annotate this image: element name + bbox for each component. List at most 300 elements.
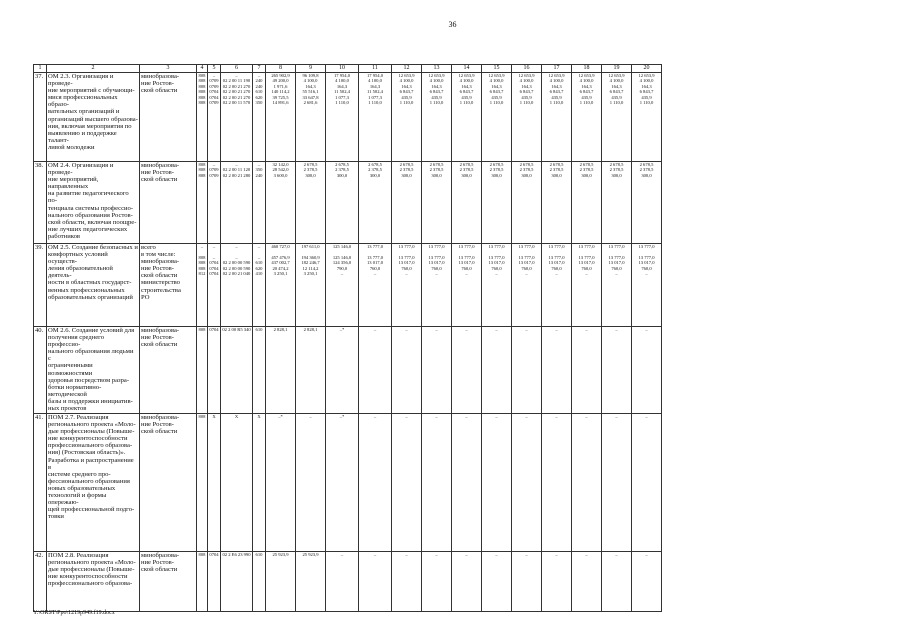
value-line: – xyxy=(495,414,498,419)
value-cell-c19 xyxy=(602,414,632,552)
measure-name-line: здоровья посредством разра- xyxy=(48,376,130,384)
value-line: 13 017,0 xyxy=(578,260,595,266)
value-line: 4 100,0 xyxy=(519,78,534,84)
value-line: – xyxy=(373,327,377,332)
value-line: 4 100,0 xyxy=(429,78,444,84)
value-line: 2 378,5 xyxy=(519,167,534,173)
value-line: 1 110,0 xyxy=(579,100,594,106)
measure-name xyxy=(47,244,140,327)
executor xyxy=(140,162,197,244)
value-line: 02 2 00 00 590 xyxy=(222,265,251,271)
value-line: 2 678,5 xyxy=(519,162,534,167)
value-cell-c9 xyxy=(296,73,326,162)
value-line: 460 727,0 xyxy=(271,244,290,249)
value-line: 435,9 xyxy=(431,94,442,100)
value-line: 164,3 xyxy=(491,83,502,89)
value-line: 02 2 00 21 270 xyxy=(222,83,251,89)
value-line: – xyxy=(373,271,377,277)
executor xyxy=(140,327,197,414)
value-line: 300,0 xyxy=(336,172,348,178)
value-line: 2 678,5 xyxy=(549,162,564,167)
value-cell-c6 xyxy=(221,162,253,244)
value-line: 808 xyxy=(198,78,206,84)
value-line: – xyxy=(645,271,648,277)
value-line: 760,0 xyxy=(369,265,381,271)
executor-line: минобразова- xyxy=(141,552,180,559)
value-cell-c18 xyxy=(572,162,602,244)
table-row xyxy=(34,162,662,244)
value-line: 350 xyxy=(255,100,263,106)
value-line: – xyxy=(465,552,468,557)
value-line: 164,3 xyxy=(336,83,348,89)
executor-line: ской области xyxy=(141,341,178,349)
table-row xyxy=(34,73,662,162)
value-line: 437 002,7 xyxy=(271,260,290,266)
value-line: 12 653,9 xyxy=(638,73,655,78)
value-cell-c10 xyxy=(326,73,359,162)
value-line: – xyxy=(615,271,618,277)
value-line: 1 110,0 xyxy=(609,100,624,106)
value-line: 49 200,0 xyxy=(272,78,289,84)
value-line: 13 017,0 xyxy=(458,260,475,266)
value-line: 3 250,1 xyxy=(273,271,288,277)
value-line: 760,0 xyxy=(521,265,532,271)
value-line: 808 xyxy=(198,83,206,89)
header-cell-11: 11 xyxy=(359,65,392,73)
value-line: 1 110,0 xyxy=(519,100,534,106)
value-cell-c20 xyxy=(632,327,662,414)
value-line: 610 xyxy=(255,327,263,332)
value-line: 808 xyxy=(198,89,206,95)
measure-name-line: ПОМ 2.7. Реализация xyxy=(48,414,109,421)
value-cell-c8 xyxy=(266,552,296,612)
value-cell-c15 xyxy=(482,73,512,162)
value-line: 300,0 xyxy=(521,172,532,178)
value-line: 2 678,5 xyxy=(303,162,318,167)
measure-name-line: новых образовательных xyxy=(48,484,116,492)
value-line: 808 xyxy=(198,552,206,557)
executor-line: ние Ростов- xyxy=(141,334,174,342)
value-line: 02 2 00 21 270 xyxy=(222,89,251,95)
value-cell-c12 xyxy=(392,244,422,327)
value-line: 808 xyxy=(198,73,206,78)
file-path-footer: Y:\ORST\Ppo\1219p949.f19.docx xyxy=(33,610,115,616)
value-line: – xyxy=(309,414,312,419)
value-line: 2 681,6 xyxy=(303,100,318,106)
executor xyxy=(140,73,197,162)
value-cell-c19 xyxy=(602,552,632,612)
value-line: 0704 xyxy=(209,94,219,100)
value-line: 13 017,0 xyxy=(488,260,505,266)
value-line: 2 378,5 xyxy=(459,167,474,173)
executor-line: минобразова- xyxy=(141,327,180,334)
value-line: 02 2 00 21 270 xyxy=(222,94,251,100)
value-line: 13 777,0 xyxy=(638,244,655,249)
executor-line: ние Ростов- xyxy=(141,169,174,177)
value-line: – xyxy=(435,271,438,277)
value-line: 2 678,5 xyxy=(335,162,349,167)
value-line: 300,0 xyxy=(491,172,502,178)
value-line: –* xyxy=(278,414,283,419)
header-cell-13: 13 xyxy=(422,65,452,73)
value-cell-c8 xyxy=(266,244,296,327)
value-line: – xyxy=(257,162,261,167)
value-line: Х xyxy=(212,414,216,419)
value-line: – xyxy=(645,327,648,332)
value-cell-c20 xyxy=(632,414,662,552)
value-line: 13 777,0 xyxy=(458,254,475,260)
value-line: 13 777,0 xyxy=(366,254,384,260)
value-line: 435,9 xyxy=(551,94,562,100)
value-line: 300,0 xyxy=(431,172,442,178)
measure-name-line: фессионального образования xyxy=(48,477,130,485)
value-line: 610 xyxy=(255,552,263,557)
value-line: 0704 xyxy=(209,260,219,266)
value-line: 164,3 xyxy=(611,83,622,89)
value-line: – xyxy=(235,73,238,78)
value-line: 12 653,9 xyxy=(578,73,595,78)
value-line: – xyxy=(405,327,408,332)
value-line: – xyxy=(212,244,216,249)
value-line: 02 2 00 00 590 xyxy=(222,260,251,266)
executor-line: строительства xyxy=(141,286,181,294)
value-line: 194 360,9 xyxy=(301,254,320,260)
value-line: 760,0 xyxy=(461,265,472,271)
measure-name-line: ние лучших педагогических xyxy=(48,225,128,233)
value-line: 435,9 xyxy=(611,94,622,100)
value-line: 808 xyxy=(198,94,206,100)
value-line: 6 843,7 xyxy=(639,89,654,95)
value-line: 1 110,0 xyxy=(549,100,564,106)
value-cell-c15 xyxy=(482,414,512,552)
value-line: 812 xyxy=(198,271,206,277)
row-number: 41. xyxy=(34,414,47,552)
executor-line: министерство xyxy=(141,279,180,287)
value-line: 13 777,0 xyxy=(488,244,505,249)
value-cell-c5 xyxy=(208,162,221,244)
value-cell-c4 xyxy=(197,73,208,162)
value-line: 25 923,9 xyxy=(302,552,319,557)
value-cell-c17 xyxy=(542,73,572,162)
header-cell-18: 18 xyxy=(572,65,602,73)
value-line: – xyxy=(615,327,618,332)
value-cell-c18 xyxy=(572,414,602,552)
value-line: 182 246,7 xyxy=(301,260,320,266)
executor xyxy=(140,244,197,327)
header-cell-5: 5 xyxy=(208,65,221,73)
value-line: – xyxy=(495,271,498,277)
measure-name-line: ния, включая мероприятия по xyxy=(48,122,132,130)
value-line: 240 xyxy=(255,172,263,178)
value-line: 2 828,1 xyxy=(273,327,288,332)
value-line: 13 777,0 xyxy=(428,244,445,249)
header-cell-15: 15 xyxy=(482,65,512,73)
value-line: 1 077,3 xyxy=(335,94,349,100)
value-line: 2 678,5 xyxy=(429,162,444,167)
value-line: – xyxy=(525,271,528,277)
value-line: – xyxy=(495,327,498,332)
value-cell-c7 xyxy=(253,244,266,327)
value-line: 1 110,0 xyxy=(639,100,654,106)
value-line: 760,0 xyxy=(551,265,562,271)
header-cell-14: 14 xyxy=(452,65,482,73)
value-line: 6 843,7 xyxy=(579,89,594,95)
value-line: Х xyxy=(234,414,239,419)
value-line: 13 777,0 xyxy=(548,244,565,249)
value-line: 760,0 xyxy=(431,265,442,271)
value-line: 4 100,0 xyxy=(489,78,504,84)
value-cell-c6 xyxy=(221,73,253,162)
value-line: 265 902,9 xyxy=(271,73,290,78)
value-line: 13 777,0 xyxy=(548,254,565,260)
value-line: – xyxy=(373,552,377,557)
value-cell-c19 xyxy=(602,73,632,162)
measure-name-line: выявлению и поддержке талант- xyxy=(48,129,117,144)
value-cell-c18 xyxy=(572,73,602,162)
measure-name-line: ПОМ 2.8. Реализация xyxy=(48,552,109,559)
value-cell-c9 xyxy=(296,414,326,552)
value-line: – xyxy=(235,244,238,249)
value-line: 2 378,5 xyxy=(579,167,594,173)
header-cell-20: 20 xyxy=(632,65,662,73)
value-line: – xyxy=(405,552,408,557)
header-cell-17: 17 xyxy=(542,65,572,73)
measure-name-line: щей профессиональной подго- xyxy=(48,506,135,514)
value-line: – xyxy=(615,552,618,557)
header-cell-19: 19 xyxy=(602,65,632,73)
executor-line: ской области xyxy=(141,87,178,95)
value-line: – xyxy=(495,552,498,557)
table-row xyxy=(34,552,662,612)
value-cell-c15 xyxy=(482,327,512,414)
value-line: 13 777,0 xyxy=(638,254,655,260)
value-line: – xyxy=(465,414,468,419)
value-line: 808 xyxy=(198,100,206,106)
executor-line: ние Ростов- xyxy=(141,421,174,429)
value-line: 4 100,0 xyxy=(579,78,594,84)
value-line: – xyxy=(200,244,204,249)
value-line: 125 146,0 xyxy=(332,244,352,249)
executor-line: ской области xyxy=(141,428,178,436)
value-cell-c20 xyxy=(632,244,662,327)
value-line: 12 653,9 xyxy=(458,73,475,78)
value-cell-c10 xyxy=(326,162,359,244)
value-cell-c16 xyxy=(512,414,542,552)
column-number-row xyxy=(34,65,662,73)
value-line: 2 378,5 xyxy=(303,167,318,173)
value-line: – xyxy=(525,414,528,419)
measure-name-line: вательных организаций и xyxy=(48,108,120,116)
value-line: 3 250,1 xyxy=(303,271,318,277)
value-line: – xyxy=(257,254,261,260)
value-line: 13 017,0 xyxy=(548,260,565,266)
value-line: 435,9 xyxy=(641,94,652,100)
value-line: 0709 xyxy=(209,167,219,173)
value-line: 17 954,0 xyxy=(333,73,351,78)
value-line: 2 828,1 xyxy=(303,327,318,332)
measure-name-line: венных профессиональных xyxy=(48,286,125,294)
value-line: 13 777,0 xyxy=(518,254,535,260)
value-line: 2 678,5 xyxy=(459,162,474,167)
measure-name xyxy=(47,327,140,414)
value-line: 1 971,6 xyxy=(273,83,288,89)
value-cell-c19 xyxy=(602,162,632,244)
value-cell-c13 xyxy=(422,414,452,552)
value-line: 6 843,7 xyxy=(609,89,624,95)
value-line: 13 777,0 xyxy=(578,244,595,249)
measure-name-line: профессионального образова- xyxy=(48,580,133,588)
measure-name-line: тенциала системы профессио- xyxy=(48,204,134,212)
measure-name-line: системе среднего про- xyxy=(48,470,111,478)
value-cell-c17 xyxy=(542,414,572,552)
value-cell-c16 xyxy=(512,552,542,612)
value-line: 2 678,5 xyxy=(368,162,382,167)
value-line: 164,3 xyxy=(369,83,381,89)
executor-line: ской области xyxy=(141,566,178,574)
table-row xyxy=(34,414,662,552)
measure-name-line: ние конкурентоспособности xyxy=(48,435,128,443)
value-line: 13 777,0 xyxy=(366,244,384,249)
value-cell-c19 xyxy=(602,327,632,414)
value-line: 13 777,0 xyxy=(578,254,595,260)
value-line: – xyxy=(645,414,648,419)
measure-name-line: профессионального образова- xyxy=(48,442,133,450)
value-cell-c19 xyxy=(602,244,632,327)
value-line: 4 100,0 xyxy=(639,78,654,84)
value-line: 1 077,3 xyxy=(368,94,382,100)
value-cell-c20 xyxy=(632,73,662,162)
value-line: 1 110,0 xyxy=(368,100,382,106)
value-cell-c18 xyxy=(572,327,602,414)
value-cell-c5 xyxy=(208,327,221,414)
value-line: – xyxy=(405,271,408,277)
value-line: 435,9 xyxy=(461,94,472,100)
value-line: 4 100,0 xyxy=(368,78,382,84)
value-line: –* xyxy=(339,327,345,332)
executor-line: всего xyxy=(141,244,156,251)
value-line: 435,9 xyxy=(521,94,532,100)
measure-name-line: на развитие педагогического по- xyxy=(48,190,129,205)
value-cell-c8 xyxy=(266,414,296,552)
value-line: 240 xyxy=(255,78,263,84)
row-number: 40. xyxy=(34,327,47,414)
value-cell-c11 xyxy=(359,414,392,552)
value-line: 808 xyxy=(198,162,206,167)
value-line: 808 xyxy=(198,327,206,332)
value-line: 4 100,0 xyxy=(609,78,624,84)
value-line: 11 502,4 xyxy=(334,89,350,95)
value-line: 2 678,5 xyxy=(489,162,504,167)
measure-name-line: ской области, включая поощре- xyxy=(48,218,137,226)
value-line: 808 xyxy=(198,172,206,178)
value-line: – xyxy=(555,552,558,557)
value-cell-c14 xyxy=(452,162,482,244)
row-number: 38. xyxy=(34,162,47,244)
value-line: 0704 xyxy=(209,271,219,277)
value-line: 350 xyxy=(255,167,263,173)
value-cell-c16 xyxy=(512,73,542,162)
value-line: 6 843,7 xyxy=(549,89,564,95)
value-line: 164,3 xyxy=(551,83,562,89)
value-line: – xyxy=(525,552,528,557)
value-line: – xyxy=(235,254,238,260)
measure-name-line: ние мероприятий с обучающи- xyxy=(48,87,135,95)
value-line: 197 611,0 xyxy=(301,244,320,249)
value-line: 300,0 xyxy=(641,172,652,178)
value-line: 457 476,9 xyxy=(271,254,290,260)
value-line: 6 843,7 xyxy=(429,89,444,95)
value-cell-c12 xyxy=(392,327,422,414)
measure-name-line: ОМ 2.3. Организация и проведе- xyxy=(48,73,114,88)
header-cell-16: 16 xyxy=(512,65,542,73)
value-cell-c4 xyxy=(197,327,208,414)
value-line: 790,0 xyxy=(336,265,348,271)
value-line: – xyxy=(465,327,468,332)
value-cell-c5 xyxy=(208,552,221,612)
header-cell-2: 2 xyxy=(47,65,140,73)
value-line: 1 110,0 xyxy=(429,100,444,106)
header-cell-6: 6 xyxy=(221,65,253,73)
value-cell-c4 xyxy=(197,244,208,327)
measure-name-line: нального образования Ростов- xyxy=(48,211,133,219)
value-cell-c10 xyxy=(326,327,359,414)
value-line: – xyxy=(405,414,408,419)
value-cell-c18 xyxy=(572,552,602,612)
value-line: – xyxy=(435,414,438,419)
value-line: 02 2 00 11 120 xyxy=(222,167,251,173)
value-line: 39 725,5 xyxy=(272,94,289,100)
value-line: – xyxy=(435,552,438,557)
value-line: 6 843,7 xyxy=(519,89,534,95)
value-line: – xyxy=(585,414,588,419)
budget-table xyxy=(33,64,662,612)
measure-name-line: Разработка и распространение в xyxy=(48,456,134,471)
value-line: 02 2 00 11 190 xyxy=(222,78,251,84)
value-line: 12 653,9 xyxy=(488,73,505,78)
measure-name-line: ограниченными возможностями xyxy=(48,362,93,377)
value-line: 435,9 xyxy=(491,94,502,100)
value-line: 610 xyxy=(255,89,263,95)
value-line: 12 653,9 xyxy=(518,73,535,78)
value-line: 2 378,5 xyxy=(335,167,349,173)
measure-name xyxy=(47,73,140,162)
value-line: – xyxy=(212,162,216,167)
value-cell-c10 xyxy=(326,414,359,552)
value-line: 6 843,7 xyxy=(459,89,474,95)
value-line: 13 777,0 xyxy=(488,254,505,260)
value-cell-c11 xyxy=(359,327,392,414)
row-number: 37. xyxy=(34,73,47,162)
value-line: 2 378,5 xyxy=(399,167,414,173)
value-line: 2 678,5 xyxy=(579,162,594,167)
value-cell-c11 xyxy=(359,244,392,327)
header-cell-7: 7 xyxy=(253,65,266,73)
executor-line: в том числе: xyxy=(141,251,176,259)
header-cell-8: 8 xyxy=(266,65,296,73)
value-line: 12 653,9 xyxy=(608,73,625,78)
value-line: – xyxy=(585,271,588,277)
value-cell-c14 xyxy=(452,244,482,327)
value-cell-c10 xyxy=(326,552,359,612)
value-cell-c11 xyxy=(359,162,392,244)
value-cell-c17 xyxy=(542,552,572,612)
value-line: 300,0 xyxy=(369,172,381,178)
value-line: 808 xyxy=(198,265,206,271)
executor-line: ние Ростов- xyxy=(141,80,174,88)
value-cell-c4 xyxy=(197,414,208,552)
value-line: 3 600,0 xyxy=(273,172,288,178)
value-cell-c7 xyxy=(253,414,266,552)
